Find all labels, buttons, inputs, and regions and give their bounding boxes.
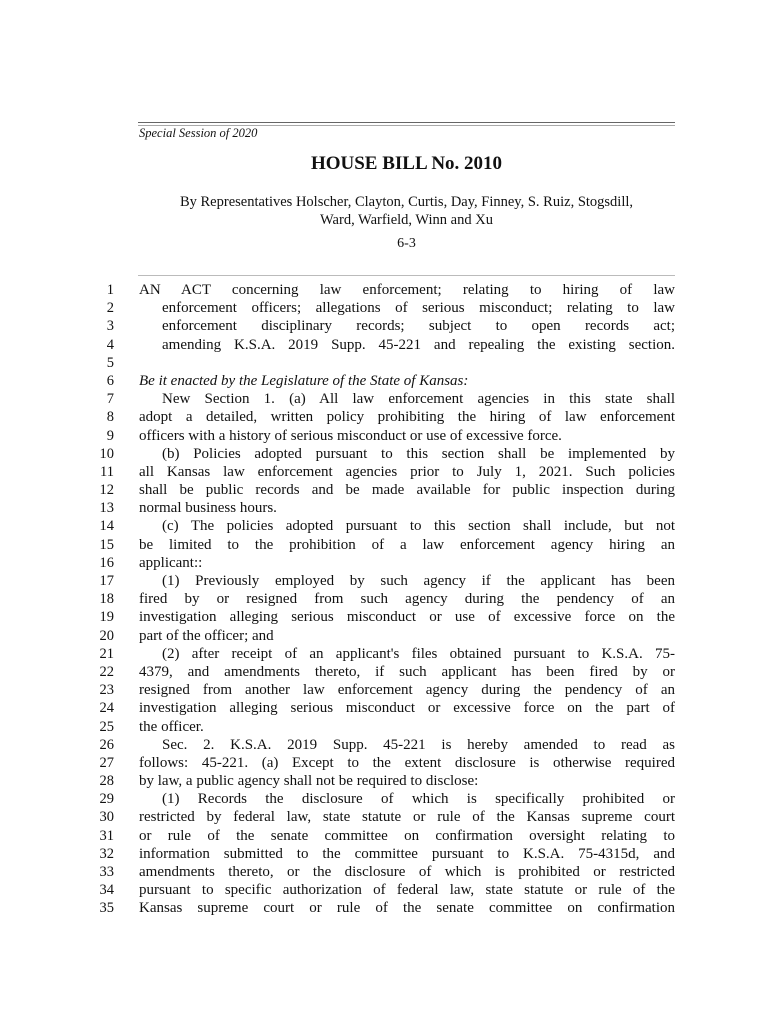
bill-title: HOUSE BILL No. 2010 <box>310 153 503 174</box>
line-text: part of the officer; and <box>139 627 274 644</box>
line-number: 14 <box>99 518 114 535</box>
bill-line <box>0 681 770 699</box>
bill-line <box>0 736 770 754</box>
bill-line <box>0 336 770 354</box>
line-number: 5 <box>106 354 114 371</box>
line-number: 8 <box>106 409 114 426</box>
line-text: information submitted to the committee pursuant to K.S.A. 75-4315d, and <box>139 845 675 862</box>
line-number: 20 <box>99 627 114 644</box>
sponsors-line-1: By Representatives Holscher, Clayton, Curtis, Day, Finney, S. Ruiz, Stogsdill, <box>179 194 634 210</box>
line-text: fired by or resigned from such agency during the pendency of an <box>139 591 675 608</box>
bill-line <box>0 372 770 390</box>
line-text: resigned from another law enforcement agency during the pendency of an <box>139 682 675 699</box>
bill-line <box>0 790 770 808</box>
bill-date: 6-3 <box>397 236 416 251</box>
bill-line <box>0 845 770 863</box>
line-number: 10 <box>99 445 114 462</box>
line-number: 22 <box>99 663 114 680</box>
bill-line <box>0 536 770 554</box>
bill-line <box>0 608 770 626</box>
line-number: 4 <box>106 336 114 353</box>
line-number: 12 <box>99 482 114 499</box>
line-text: New Section 1. (a) All law enforcement agencies in this state shall <box>162 391 675 408</box>
line-text: 4379, and amendments thereto, if such applicant has been fired by or <box>139 663 675 680</box>
line-text: restricted by federal law, state statute or rule of the Kansas supreme court <box>139 809 675 826</box>
line-text: pursuant to specific authorization of federal law, state statute or rule of the <box>139 882 675 899</box>
bill-line <box>0 899 770 917</box>
bill-line <box>0 754 770 772</box>
bill-line <box>0 827 770 845</box>
sponsors-line-2: Ward, Warfield, Winn and Xu <box>320 212 493 228</box>
line-number: 17 <box>99 573 114 589</box>
bill-line <box>0 718 770 736</box>
bill-line <box>0 517 770 535</box>
bill-line <box>0 863 770 881</box>
line-text: amending K.S.A. 2019 Supp. 45-221 and repealing the existing section. <box>162 336 675 353</box>
line-number: 16 <box>99 554 114 571</box>
bill-line <box>0 408 770 426</box>
bill-line <box>0 808 770 826</box>
line-text: (1) Previously employed by such agency if the applicant has been <box>162 573 675 589</box>
sponsors <box>150 193 663 229</box>
line-number: 19 <box>99 609 114 626</box>
bill-line <box>0 572 770 590</box>
bill-line <box>0 354 770 372</box>
line-text: or rule of the senate committee on confirmation oversight relating to <box>139 827 675 844</box>
line-number: 1 <box>106 282 114 298</box>
bill-line <box>0 390 770 408</box>
line-text: enforcement disciplinary records; subject to open records act; <box>162 318 675 335</box>
session-label: Special Session of 2020 <box>139 126 258 140</box>
line-text: be limited to the prohibition of a law enforcement agency hiring an <box>139 536 675 553</box>
line-number: 27 <box>99 754 114 771</box>
line-number: 21 <box>99 645 114 662</box>
line-text: Sec. 2. K.S.A. 2019 Supp. 45-221 is hereby amended to read as <box>162 736 675 753</box>
line-text: by law, a public agency shall not be required to disclose: <box>139 773 479 790</box>
line-number: 35 <box>99 900 114 917</box>
line-text: amendments thereto, or the disclosure of which is prohibited or restricted <box>139 864 675 880</box>
line-number: 30 <box>99 809 114 826</box>
line-number: 11 <box>100 463 114 480</box>
line-text: (1) Records the disclosure of which is specifically prohibited or <box>162 791 675 808</box>
line-text: (c) The policies adopted pursuant to this section shall include, but not <box>162 518 675 535</box>
bill-line <box>0 627 770 645</box>
line-number: 29 <box>99 791 114 808</box>
line-text: shall be public records and be made available for public inspection during <box>139 482 675 499</box>
line-number: 18 <box>99 591 114 608</box>
bill-line <box>0 663 770 681</box>
line-number: 28 <box>99 773 114 790</box>
line-text: all Kansas law enforcement agencies prior to July 1, 2021. Such policies <box>139 463 675 480</box>
bill-line <box>0 645 770 663</box>
bill-line <box>0 427 770 445</box>
line-number: 34 <box>99 882 114 899</box>
bill-body <box>0 281 770 918</box>
line-number: 7 <box>106 391 114 408</box>
enacting-clause: Be it enacted by the Legislature of the State of Kansas: <box>139 372 469 389</box>
header-divider <box>138 275 675 276</box>
bill-line <box>0 281 770 299</box>
line-text: (2) after receipt of an applicant's files obtained pursuant to K.S.A. 75- <box>162 645 675 662</box>
line-text: investigation alleging serious misconduct or use of excessive force on the <box>139 609 675 626</box>
bill-line <box>0 481 770 499</box>
line-number: 25 <box>99 718 114 735</box>
line-text: the officer. <box>139 718 204 735</box>
line-text: investigation alleging serious misconduct or excessive force on the part of <box>139 700 675 717</box>
line-text: normal business hours. <box>139 500 277 517</box>
line-number: 9 <box>106 427 114 444</box>
bill-line <box>0 299 770 317</box>
bill-line <box>0 317 770 335</box>
line-number: 26 <box>99 736 114 753</box>
bill-line <box>0 463 770 481</box>
line-number: 6 <box>106 372 114 389</box>
line-number: 2 <box>106 300 114 317</box>
bill-line <box>0 590 770 608</box>
bill-line <box>0 881 770 899</box>
top-rule <box>138 122 675 123</box>
bill-line <box>0 772 770 790</box>
bill-line <box>0 699 770 717</box>
line-number: 24 <box>99 700 114 717</box>
line-text: adopt a detailed, written policy prohibiting the hiring of law enforcement <box>139 409 675 426</box>
line-text: applicant:: <box>139 554 203 571</box>
line-number: 23 <box>99 682 114 699</box>
line-number: 33 <box>99 864 114 880</box>
bill-line <box>0 554 770 572</box>
line-text: follows: 45-221. (a) Except to the extent disclosure is otherwise required <box>139 754 675 771</box>
line-text: Kansas supreme court or rule of the senate committee on confirmation <box>139 900 675 917</box>
line-text: officers with a history of serious misconduct or use of excessive force. <box>139 427 562 444</box>
line-number: 3 <box>106 318 114 335</box>
line-text: AN ACT concerning law enforcement; relating to hiring of law <box>139 282 675 298</box>
line-number: 15 <box>99 536 114 553</box>
line-number: 32 <box>99 845 114 862</box>
line-number: 31 <box>99 827 114 844</box>
line-text: enforcement officers; allegations of serious misconduct; relating to law <box>162 300 675 317</box>
bill-line <box>0 445 770 463</box>
line-text: (b) Policies adopted pursuant to this section shall be implemented by <box>162 445 675 462</box>
line-number: 13 <box>99 500 114 517</box>
bill-line <box>0 499 770 517</box>
